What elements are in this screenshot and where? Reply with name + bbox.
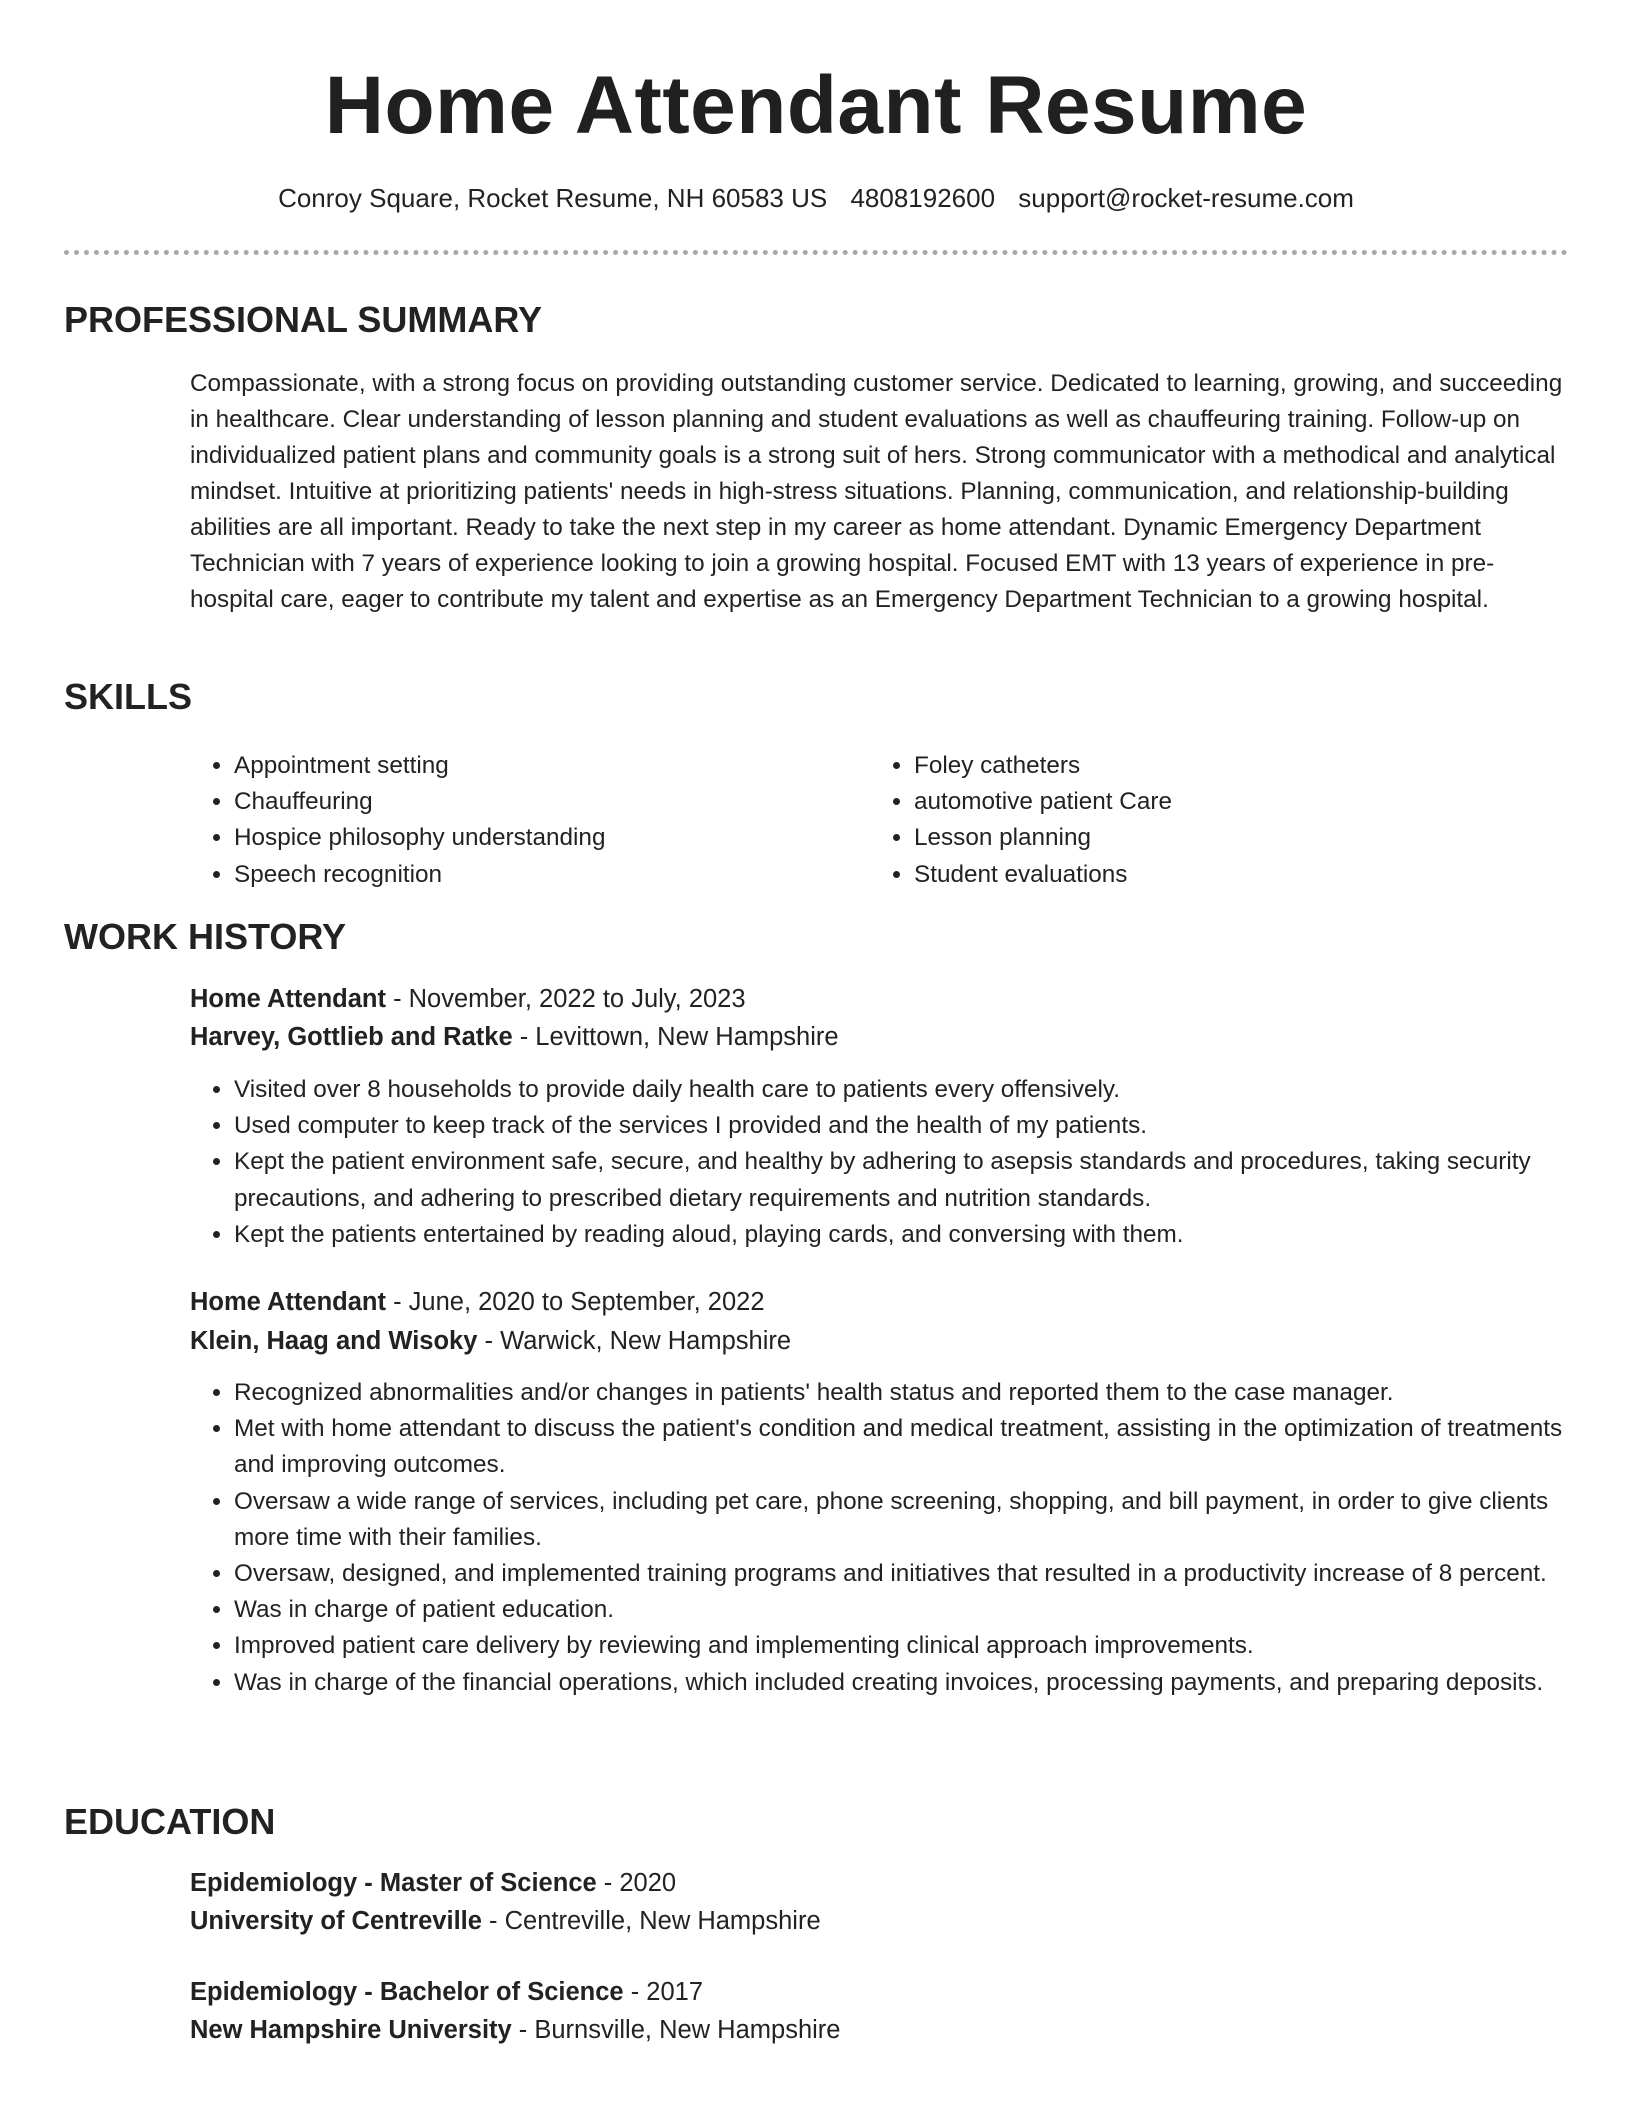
education-degree-line: [190, 1864, 1570, 1902]
job-title: Home Attendant: [190, 985, 386, 1013]
skills-heading: SKILLS: [64, 676, 193, 717]
list-item: • Oversaw, designed, and implemented training programs and initiatives that resulted in a productivity increase of 8 percent.: [234, 1556, 1575, 1592]
skill-item: • Appointment setting: [234, 748, 830, 784]
job-company-line: [190, 1018, 1570, 1056]
list-item: • Kept the patient environment safe, secure, and healthy by adhering to asepsis standards and procedures, taking security precautions, and adhering to prescribed dietary requirements and nutrition standards.: [234, 1144, 1575, 1216]
list-item: • Met with home attendant to discuss the patient's condition and medical treatment, assisting in the optimization of treatments and improving outcomes.: [234, 1411, 1575, 1483]
job-company: Klein, Haag and Wisoky: [190, 1327, 478, 1355]
skills-column-right: [870, 748, 1510, 893]
education-school: University of Centreville: [190, 1907, 482, 1935]
summary-heading: PROFESSIONAL SUMMARY: [64, 299, 543, 340]
job-location: - Warwick, New Hampshire: [477, 1327, 792, 1355]
list-item: • Kept the patients entertained by reading aloud, playing cards, and conversing with them.: [234, 1217, 1575, 1253]
skill-item: • Hospice philosophy understanding: [234, 820, 830, 856]
contact-line: [0, 181, 1632, 215]
education-degree: Epidemiology - Master of Science: [190, 1869, 597, 1897]
skill-item: • Lesson planning: [914, 820, 1510, 856]
job-dates: - June, 2020 to September, 2022: [385, 1288, 765, 1316]
job-company-line: [190, 1322, 1570, 1360]
job-duties: [190, 1375, 1575, 1701]
education-location: - Burnsville, New Hampshire: [511, 2016, 841, 2044]
job-duties-list: [190, 1375, 1575, 1701]
education-year: - 2020: [596, 1869, 677, 1897]
resume-title: Home Attendant Resume: [324, 60, 1308, 151]
education-school-line: [190, 2011, 1570, 2049]
education-year: - 2017: [623, 1978, 703, 2006]
list-item: • Visited over 8 households to provide daily health care to patients every offensively.: [234, 1072, 1575, 1108]
education-degree-line: [190, 1973, 1570, 2011]
list-item: • Was in charge of patient education.: [234, 1592, 1575, 1628]
job-title: Home Attendant: [190, 1288, 386, 1316]
education-school-line: [190, 1902, 1570, 1940]
work-heading: WORK HISTORY: [64, 916, 347, 957]
skill-item: • automotive patient Care: [914, 784, 1510, 820]
skills-list-right: [870, 748, 1510, 893]
education-degree: Epidemiology - Bachelor of Science: [190, 1978, 624, 2006]
skill-item: • Student evaluations: [914, 857, 1510, 893]
contact-phone: 4808192600: [850, 183, 996, 213]
job-duties: [190, 1072, 1575, 1253]
header-divider: [64, 250, 1568, 255]
education-heading: EDUCATION: [64, 1801, 276, 1842]
job-title-line: [190, 1283, 1570, 1321]
skill-item: • Foley catheters: [914, 748, 1510, 784]
list-item: • Was in charge of the financial operations, which included creating invoices, processing payments, and preparing deposits.: [234, 1665, 1575, 1701]
contact-email: support@rocket-resume.com: [1018, 183, 1354, 213]
summary-text: Compassionate, with a strong focus on providing outstanding customer service. Dedicated to learning, growing, and succeeding in healthcare. Clear understanding of lesson planning and student evaluations as well as chauffeuring training. Follow-up on individualized patient plans and community goals is a strong suit of hers. Strong communicator with a methodical and analytical mindset. Intuitive at prioritizing patients' needs in high-stress situations. Planning, communication, and relationship-building abilities are all important. Ready to take the next step in my career as home attendant. Dynamic Emergency Department Technician with 7 years of experience looking to join a growing hospital. Focused EMT with 13 years of experience in pre-hospital care, eager to contribute my talent and expertise as an Emergency Department Technician to a growing hospital.: [190, 370, 1563, 613]
list-item: • Oversaw a wide range of services, including pet care, phone screening, shopping, and bill payment, in order to give clients more time with their families.: [234, 1484, 1575, 1556]
contact-address: Conroy Square, Rocket Resume, NH 60583 US: [278, 183, 828, 213]
job-company: Harvey, Gottlieb and Ratke: [190, 1023, 513, 1051]
list-item: • Improved patient care delivery by reviewing and implementing clinical approach improvements.: [234, 1628, 1575, 1664]
list-item: • Recognized abnormalities and/or changes in patients' health status and reported them to the case manager.: [234, 1375, 1575, 1411]
job-duties-list: [190, 1072, 1575, 1253]
job-location: - Levittown, New Hampshire: [512, 1023, 839, 1051]
skills-column-left: [190, 748, 830, 893]
skills-list-left: [190, 748, 830, 893]
education-school: New Hampshire University: [190, 2016, 512, 2044]
skill-item: • Chauffeuring: [234, 784, 830, 820]
skill-item: • Speech recognition: [234, 857, 830, 893]
job-dates: - November, 2022 to July, 2023: [385, 985, 746, 1013]
education-location: - Centreville, New Hampshire: [481, 1907, 821, 1935]
list-item: • Used computer to keep track of the services I provided and the health of my patients.: [234, 1108, 1575, 1144]
job-title-line: [190, 980, 1570, 1018]
